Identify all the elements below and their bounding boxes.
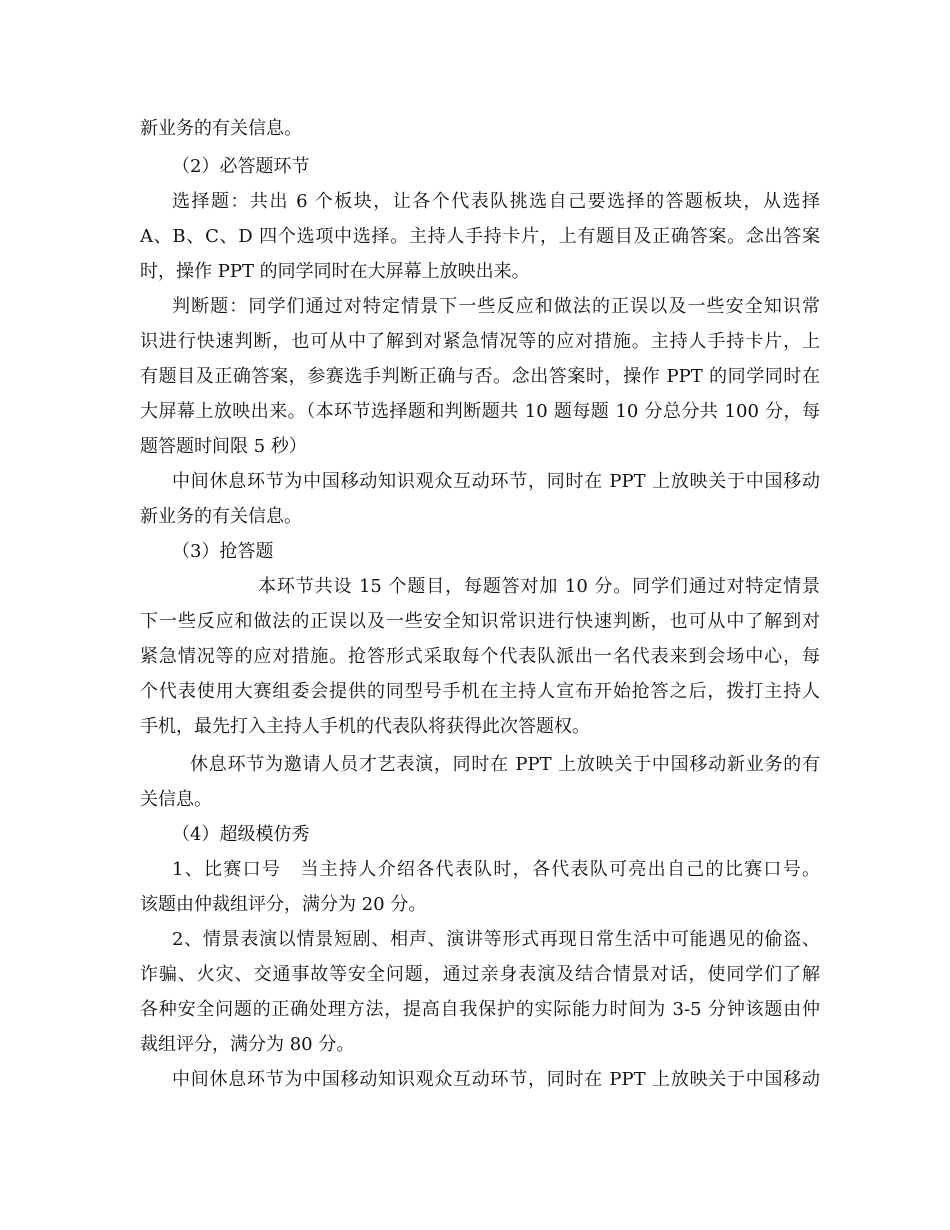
text-line: 新业务的有关信息。 [140,118,302,139]
text-line: 新业务的有关信息。 [140,506,302,527]
section-heading: （3）抢答题 [172,541,274,562]
text-line: 选择题：共出 6 个板块，让各个代表队挑选自己要选择的答题板块，从选择 [172,191,820,212]
text-line: 判断题：同学们通过对特定情景下一些反应和做法的正误以及一些安全知识常 [172,296,820,317]
text-line: 中间休息环节为中国移动知识观众互动环节，同时在 PPT 上放映关于中国移动 [172,1069,820,1090]
text-line: 时，操作 PPT 的同学同时在大屏幕上放映出来。 [140,261,530,282]
text-line: 个代表使用大赛组委会提供的同型号手机在主持人宣布开始抢答之后，拨打主持人 [140,681,820,702]
section-heading: （2）必答题环节 [172,156,310,177]
text-line: 各种安全问题的正确处理方法，提高自我保护的实际能力时间为 3-5 分钟该题由仲 [140,999,820,1020]
text-line: 1、比赛口号 当主持人介绍各代表队时，各代表队可亮出自己的比赛口号。 [172,859,820,880]
text-line: 紧急情况等的应对措施。抢答形式采取每个代表队派出一名代表来到会场中心，每 [140,646,820,667]
text-line: 大屏幕上放映出来。（本环节选择题和判断题共 10 题每题 10 分总分共 100 分，每 [140,401,820,422]
text-line: A、B、C、D 四个选项中选择。主持人手持卡片，上有题目及正确答案。念出答案 [140,226,820,247]
text-line: 关信息。 [140,789,212,810]
text-line: 有题目及正确答案，参赛选手判断正确与否。念出答案时，操作 PPT 的同学同时在 [140,366,820,387]
text-line: 诈骗、火灾、交通事故等安全问题，通过亲身表演及结合情景对话，使同学们了解 [140,964,820,985]
text-line: 题答题时间限 5 秒） [140,436,307,457]
text-line: 下一些反应和做法的正误以及一些安全知识常识进行快速判断，也可从中了解到对 [140,611,820,632]
section-heading: （4）超级模仿秀 [172,824,310,845]
text-line: 2、情景表演以情景短剧、相声、演讲等形式再现日常生活中可能遇见的偷盗、 [172,929,820,950]
text-line: 休息环节为邀请人员才艺表演，同时在 PPT 上放映关于中国移动新业务的有 [190,754,820,775]
text-line: 识进行快速判断，也可从中了解到对紧急情况等的应对措施。主持人手持卡片，上 [140,331,820,352]
text-line: 本环节共设 15 个题目，每题答对加 10 分。同学们通过对特定情景 [258,576,820,597]
text-line: 中间休息环节为中国移动知识观众互动环节，同时在 PPT 上放映关于中国移动 [172,471,820,492]
text-line: 裁组评分，满分为 80 分。 [140,1034,355,1055]
text-line: 手机，最先打入主持人手机的代表队将获得此次答题权。 [140,716,590,737]
text-line: 该题由仲裁组评分，满分为 20 分。 [140,894,427,915]
